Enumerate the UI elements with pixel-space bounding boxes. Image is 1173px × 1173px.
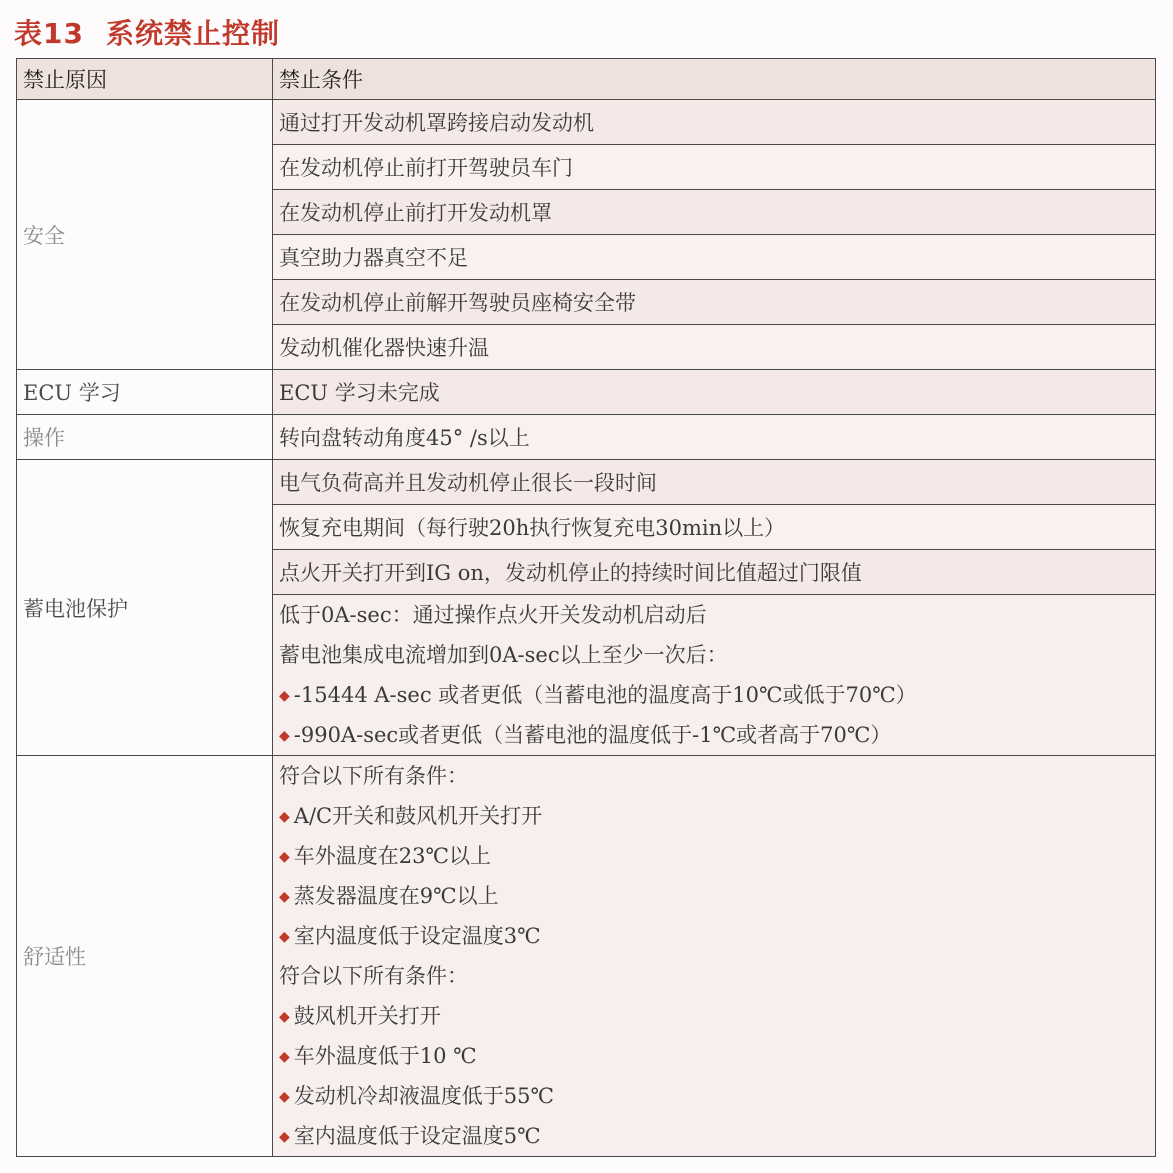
- bullet-item: [279, 715, 1149, 755]
- bullet-item: [279, 1116, 1149, 1156]
- bullet-item: [279, 796, 1149, 836]
- bullet-icon: ◆: [279, 929, 290, 945]
- bullet-icon: ◆: [279, 849, 290, 865]
- condition-cell: 恢复充电期间（每行驶20h执行恢复充电30min以上）: [273, 505, 1156, 550]
- condition-line: 低于0A-sec：通过操作点火开关发动机启动后: [279, 603, 707, 627]
- condition-cell: 在发动机停止前解开驾驶员座椅安全带: [273, 280, 1156, 325]
- condition-cell: 点火开关打开到IG on，发动机停止的持续时间比值超过门限值: [273, 550, 1156, 595]
- bullet-text: 室内温度低于设定温度5℃: [293, 1124, 541, 1148]
- header-reason: 禁止原因: [17, 59, 273, 100]
- reason-safety: 安全: [17, 100, 273, 370]
- bullet-item: [279, 916, 1149, 956]
- bullet-text: 车外温度低于10 ℃: [293, 1044, 477, 1068]
- reason-ecu: ECU 学习: [17, 370, 273, 415]
- condition-cell: ECU 学习未完成: [273, 370, 1156, 415]
- bullet-icon: ◆: [279, 889, 290, 905]
- condition-cell: 真空助力器真空不足: [273, 235, 1156, 280]
- prohibition-table: [16, 58, 1156, 1157]
- reason-battery: 蓄电池保护: [17, 460, 273, 756]
- condition-cell: 转向盘转动角度45° /s以上: [273, 415, 1156, 460]
- bullet-text: 鼓风机开关打开: [293, 1004, 441, 1028]
- bullet-icon: ◆: [279, 1009, 290, 1025]
- reason-comfort: 舒适性: [17, 756, 273, 1157]
- table-row: [17, 460, 1156, 505]
- condition-line: 蓄电池集成电流增加到0A-sec以上至少一次后：: [279, 643, 728, 667]
- bullet-icon: ◆: [279, 728, 290, 744]
- bullet-icon: ◆: [279, 688, 290, 704]
- condition-cell: 在发动机停止前打开发动机罩: [273, 190, 1156, 235]
- header-condition: 禁止条件: [273, 59, 1156, 100]
- table-row: [17, 415, 1156, 460]
- bullet-item: [279, 996, 1149, 1036]
- table-row: [17, 756, 1156, 1157]
- bullet-text: A/C开关和鼓风机开关打开: [293, 804, 543, 828]
- bullet-text: 车外温度在23℃以上: [293, 844, 491, 868]
- bullet-text: -990A-sec或者更低（当蓄电池的温度低于-1℃或者高于70℃）: [293, 723, 892, 747]
- header-row: [17, 59, 1156, 100]
- condition-cell: 通过打开发动机罩跨接启动发动机: [273, 100, 1156, 145]
- bullet-item: [279, 836, 1149, 876]
- table-title: [14, 12, 280, 52]
- table-row: [17, 370, 1156, 415]
- condition-cell: 发动机催化器快速升温: [273, 325, 1156, 370]
- bullet-text: 室内温度低于设定温度3℃: [293, 924, 541, 948]
- bullet-text: 蒸发器温度在9℃以上: [293, 884, 499, 908]
- bullet-item: [279, 675, 1149, 715]
- bullet-icon: ◆: [279, 1049, 290, 1065]
- condition-cell: 在发动机停止前打开驾驶员车门: [273, 145, 1156, 190]
- bullet-icon: ◆: [279, 1089, 290, 1105]
- table-number: 表13: [14, 17, 84, 50]
- bullet-icon: ◆: [279, 809, 290, 825]
- reason-operation: 操作: [17, 415, 273, 460]
- condition-cell-battery-details: [273, 595, 1156, 756]
- condition-cell: 电气负荷高并且发动机停止很长一段时间: [273, 460, 1156, 505]
- bullet-text: -15444 A-sec 或者更低（当蓄电池的温度高于10℃或低于70℃）: [293, 683, 917, 707]
- bullet-text: 发动机冷却液温度低于55℃: [293, 1084, 554, 1108]
- bullet-item: [279, 1036, 1149, 1076]
- condition-cell-comfort: [273, 756, 1156, 1157]
- table-row: [17, 100, 1156, 145]
- condition-line: 符合以下所有条件：: [279, 764, 468, 788]
- bullet-item: [279, 876, 1149, 916]
- condition-line: 符合以下所有条件：: [279, 964, 468, 988]
- bullet-item: [279, 1076, 1149, 1116]
- table-caption: 系统禁止控制: [105, 17, 280, 50]
- bullet-icon: ◆: [279, 1129, 290, 1145]
